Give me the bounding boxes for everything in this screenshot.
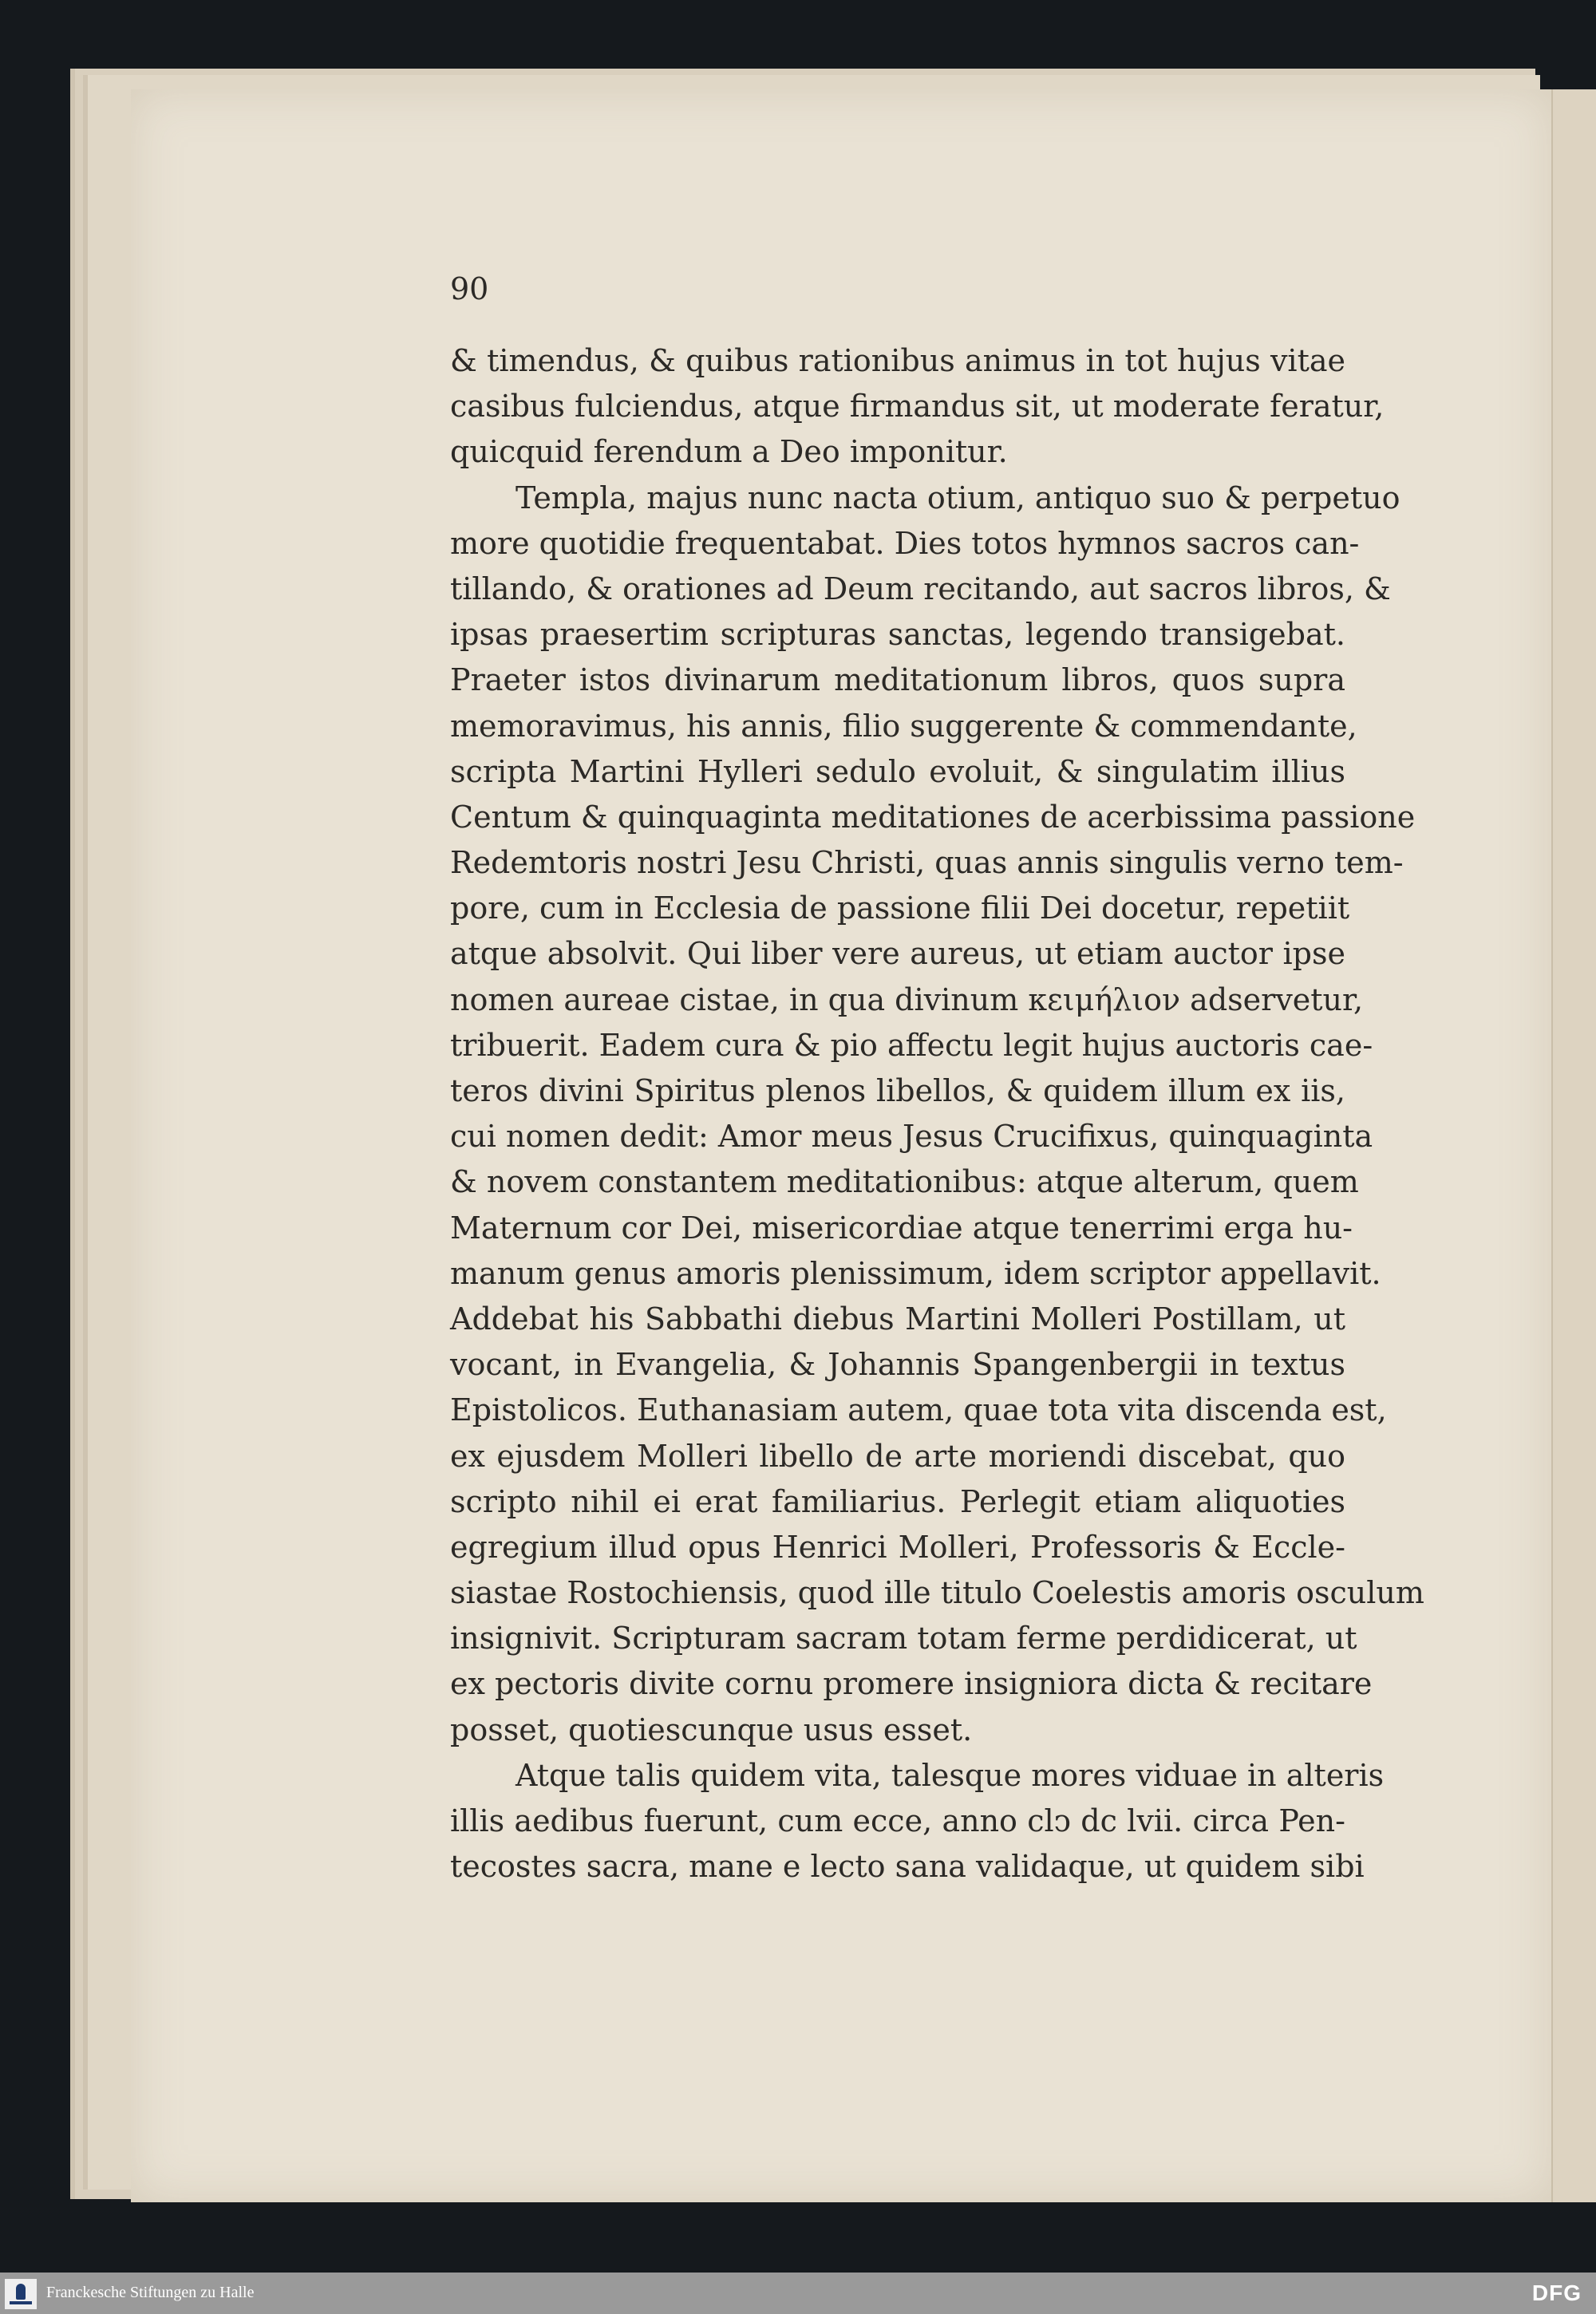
text-line: cui nomen dedit: Amor meus Jesus Crucifixus, quinquaginta — [450, 1119, 1373, 1155]
text-line: & timendus, & quibus rationibus animus in tot hujus vitae — [450, 343, 1345, 378]
text-line: tribuerit. Eadem cura & pio affectu legit hujus auctoris cae- — [450, 1027, 1373, 1063]
text-line: pore, cum in Ecclesia de passione filii Dei docetur, repetiit — [450, 890, 1350, 926]
text-line: Praeter istos divinarum meditationum libros, quos supra — [450, 662, 1345, 698]
text-line: siastae Rostochiensis, quod ille titulo Coelestis amoris osculum — [450, 1575, 1424, 1611]
text-line: insignivit. Scripturam sacram totam ferme perdidicerat, ut — [450, 1621, 1357, 1657]
page-number: 90 — [450, 271, 489, 306]
dfg-logo[interactable]: DFG — [1531, 2280, 1582, 2305]
text-line: & novem constantem meditationibus: atque alterum, quem — [450, 1164, 1359, 1200]
text-line: atque absolvit. Qui liber vere aureus, ut etiam auctor ipse — [450, 936, 1345, 972]
text-line: casibus fulciendus, atque firmandus sit, ut moderate feratur, — [450, 389, 1385, 424]
text-line: memoravimus, his annis, filio suggerente & commendante, — [450, 708, 1357, 744]
text-line: posset, quotiescunque usus esset. — [450, 1712, 973, 1747]
text-line: Epistolicos. Euthanasiam autem, quae tota vita discenda est, — [450, 1392, 1387, 1428]
text-line: tillando, & orationes ad Deum recitando, aut sacros libros, & — [450, 571, 1391, 606]
foundation-statue-icon[interactable] — [5, 2279, 37, 2309]
facing-page-edge — [1551, 89, 1596, 2202]
text-line: scripta Martini Hylleri sedulo evoluit, & singulatim illius — [450, 753, 1345, 789]
body-text — [450, 338, 1424, 1890]
text-line: manum genus amoris plenissimum, idem scriptor appellavit. — [450, 1255, 1381, 1291]
text-line: tecostes sacra, mane e lecto sana validaque, ut quidem sibi — [450, 1849, 1365, 1885]
text-line: ipsas praesertim scripturas sanctas, legendo transigebat. — [450, 617, 1345, 653]
text-line: Centum & quinquaginta meditationes de acerbissima passione — [450, 799, 1416, 835]
text-line: quicquid ferendum a Deo imponitur. — [450, 434, 1008, 470]
text-line: Templa, majus nunc nacta otium, antiquo suo & perpetuo — [516, 480, 1400, 515]
text-line: nomen aureae cistae, in qua divinum κειμήλιον adservetur, — [450, 981, 1364, 1017]
footer-label[interactable]: Franckesche Stiftungen zu Halle — [46, 2284, 255, 2301]
text-line: Redemtoris nostri Jesu Christi, quas annis singulis verno tem- — [450, 845, 1404, 881]
text-line: teros divini Spiritus plenos libellos, & quidem illum ex iis, — [450, 1073, 1345, 1108]
text-line: Addebat his Sabbathi diebus Martini Molleri Postillam, ut — [450, 1301, 1345, 1337]
text-line: illis aedibus fuerunt, cum ecce, anno clↄ dc lvii. circa Pen- — [450, 1803, 1345, 1838]
text-line: egregium illud opus Henrici Molleri, Professoris & Eccle- — [450, 1529, 1345, 1565]
text-line: ex pectoris divite cornu promere insigniora dicta & recitare — [450, 1666, 1373, 1702]
text-line: ex ejusdem Molleri libello de arte moriendi discebat, quo — [450, 1438, 1345, 1474]
text-line: scripto nihil ei erat familiarius. Perlegit etiam aliquoties — [450, 1483, 1345, 1519]
text-line: vocant, in Evangelia, & Johannis Spangenbergii in textus — [450, 1347, 1345, 1383]
text-line: Maternum cor Dei, misericordiae atque tenerrimi erga hu- — [450, 1210, 1353, 1246]
viewer-footer — [0, 2273, 1596, 2314]
text-line: Atque talis quidem vita, talesque mores viduae in alteris — [516, 1757, 1385, 1793]
text-line: more quotidie frequentabat. Dies totos hymnos sacros can- — [450, 525, 1360, 561]
